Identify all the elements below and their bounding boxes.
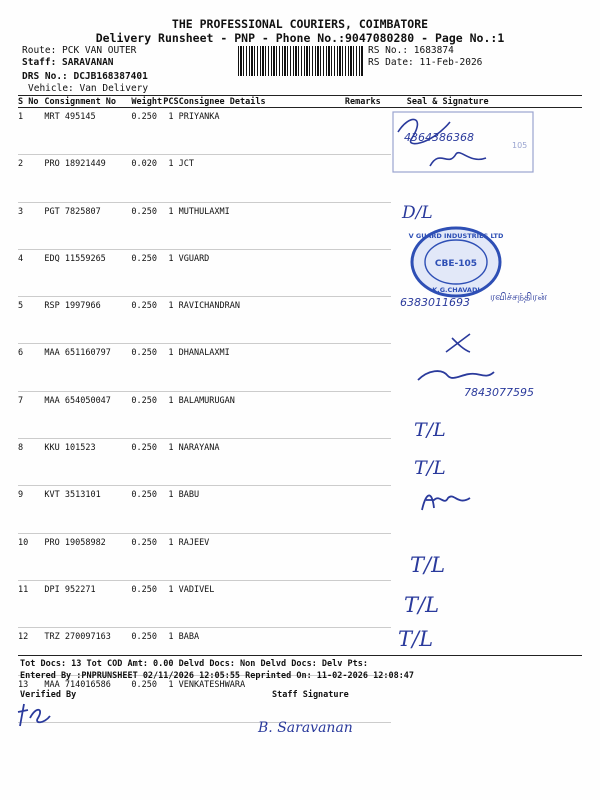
- runsheet-title: Delivery Runsheet - PNP - Phone No.:9047080280 - Page No.:1: [95, 31, 505, 45]
- cell-pcs: 1: [163, 202, 178, 249]
- cell-weight: 0.250: [131, 108, 163, 155]
- cell-pcs: 1: [163, 344, 178, 391]
- cell-consignment: KKU 101523: [44, 439, 131, 486]
- cell-consignee: DHANALAXMI: [179, 344, 331, 391]
- cell-consignment: DPI 952271: [44, 580, 131, 627]
- row1-phone-text: 4364386368: [404, 131, 474, 144]
- cell-consignee: JCT: [179, 155, 331, 202]
- row5-handwriting: [398, 288, 578, 318]
- cell-sno: 5: [18, 297, 44, 344]
- cell-consignee: RAJEEV: [179, 533, 331, 580]
- row1-stamp-signature: [390, 108, 540, 178]
- cell-seal-signature: [391, 675, 582, 722]
- cell-weight: 0.250: [131, 297, 163, 344]
- cell-remarks: [330, 533, 391, 580]
- table-row: [18, 533, 582, 580]
- table-row: [18, 439, 582, 486]
- cell-pcs: 1: [163, 628, 178, 675]
- cell-pcs: 1: [163, 580, 178, 627]
- cell-remarks: [330, 439, 391, 486]
- col-consignee: Consignee Details: [178, 97, 266, 107]
- cell-weight: 0.250: [131, 628, 163, 675]
- row11-tl-mark: [408, 546, 458, 580]
- cell-weight: 0.250: [131, 344, 163, 391]
- svg-text:ரவிச்சந்திரன்: ரவிச்சந்திரன்: [490, 292, 548, 303]
- table-row: [18, 486, 582, 533]
- cell-weight: 0.250: [131, 439, 163, 486]
- cell-consignment: MAA 714016586: [44, 675, 131, 722]
- svg-text:D/L: D/L: [402, 203, 433, 223]
- row9-tl-mark: [412, 450, 462, 480]
- cell-remarks: [330, 580, 391, 627]
- cell-pcs: 1: [163, 439, 178, 486]
- cell-pcs: 1: [163, 155, 178, 202]
- row6-scribble: [440, 330, 480, 356]
- totals-line: Tot Docs: 13 Tot COD Amt: 0.00 Delvd Docs: Non Delvd Docs: Delv Pts:: [20, 659, 368, 669]
- cell-remarks: [330, 486, 391, 533]
- cell-consignment: EDQ 11559265: [44, 249, 131, 296]
- staff-signature-label: Staff Signature: [272, 690, 349, 700]
- col-sno: S No: [18, 97, 39, 107]
- cell-pcs: 1: [163, 533, 178, 580]
- cell-pcs: 1: [163, 108, 178, 155]
- cell-pcs: 1: [163, 249, 178, 296]
- cell-consignee: NARAYANA: [179, 439, 331, 486]
- cell-sno: 13: [18, 675, 44, 722]
- row1-stamp-number: 105: [512, 141, 528, 150]
- cell-pcs: 1: [163, 675, 178, 722]
- cell-sno: 10: [18, 533, 44, 580]
- cell-weight: 0.250: [131, 202, 163, 249]
- table-header-row: [18, 97, 582, 108]
- cell-consignee: VENKATESHWARA: [179, 675, 331, 722]
- cell-sno: 1: [18, 108, 44, 155]
- cell-consignee: MUTHULAXMI: [179, 202, 331, 249]
- cell-weight: 0.250: [131, 486, 163, 533]
- cell-remarks: [330, 202, 391, 249]
- cell-weight: 0.250: [131, 249, 163, 296]
- row3-dl-mark: [400, 196, 460, 226]
- cell-weight: 0.250: [131, 533, 163, 580]
- svg-text:T/L: T/L: [398, 627, 434, 651]
- header-top-rule: [18, 95, 582, 96]
- cell-remarks: [330, 344, 391, 391]
- cell-remarks: [330, 249, 391, 296]
- cell-consignee: RAVICHANDRAN: [179, 297, 331, 344]
- cell-consignee: BABU: [179, 486, 331, 533]
- cell-sno: 7: [18, 391, 44, 438]
- svg-text:T/L: T/L: [404, 593, 440, 617]
- cell-consignment: KVT 3513101: [44, 486, 131, 533]
- staff: Staff: SARAVANAN: [22, 57, 114, 68]
- cell-consignment: MRT 495145: [44, 108, 131, 155]
- cell-sno: 3: [18, 202, 44, 249]
- row12-tl-mark: [402, 586, 452, 620]
- svg-text:CBE-105: CBE-105: [434, 259, 478, 269]
- cell-consignment: PGT 7825807: [44, 202, 131, 249]
- row13-tl-mark: [396, 620, 446, 654]
- col-remarks: Remarks: [344, 97, 381, 107]
- barcode: [238, 46, 364, 76]
- svg-text:T/L: T/L: [414, 457, 446, 479]
- cell-consignment: RSP 1997966: [44, 297, 131, 344]
- staff-signature: [256, 710, 386, 740]
- cell-sno: 11: [18, 580, 44, 627]
- cell-consignee: VADIVEL: [179, 580, 331, 627]
- row10-signature: [418, 486, 478, 516]
- cell-weight: 0.250: [131, 580, 163, 627]
- cell-consignment: PRO 19058982: [44, 533, 131, 580]
- cell-consignment: TRZ 270097163: [44, 628, 131, 675]
- cell-sno: 6: [18, 344, 44, 391]
- route: Route: PCK VAN OUTER: [22, 45, 137, 56]
- row7-signature: [402, 360, 572, 404]
- rs-date: RS Date: 11-Feb-2026: [368, 57, 483, 68]
- cell-consignee: BABA: [179, 628, 331, 675]
- svg-text:T/L: T/L: [414, 419, 446, 441]
- cell-weight: 0.250: [131, 391, 163, 438]
- cell-sno: 2: [18, 155, 44, 202]
- verified-by-signature: [14, 700, 54, 730]
- cell-pcs: 1: [163, 391, 178, 438]
- cell-sno: 9: [18, 486, 44, 533]
- table-row: [18, 580, 582, 627]
- cell-consignment: PRO 18921449: [44, 155, 131, 202]
- cell-consignee: VGUARD: [179, 249, 331, 296]
- cell-weight: 0.250: [131, 675, 163, 722]
- svg-text:6383011693: 6383011693: [400, 296, 470, 309]
- svg-text:7843077595: 7843077595: [464, 386, 534, 399]
- svg-text:K.G.CHAVADI: K.G.CHAVADI: [432, 286, 480, 294]
- verified-by-label: Verified By: [20, 690, 77, 700]
- cell-pcs: 1: [163, 486, 178, 533]
- drs-number: DRS No.: DCJB168387401: [22, 71, 148, 82]
- entered-by-line: Entered By :PNPRUNSHEET 02/11/2026 12:05:55 Reprinted On: 11-02-2026 12:08:47: [20, 671, 415, 681]
- cell-remarks: [330, 155, 391, 202]
- company-name: THE PROFESSIONAL COURIERS, COIMBATORE: [171, 17, 429, 31]
- svg-text:T/L: T/L: [410, 553, 446, 577]
- cell-weight: 0.020: [131, 155, 163, 202]
- cell-remarks: [330, 108, 391, 155]
- col-seal: Seal & Signature: [406, 97, 489, 107]
- cell-sno: 4: [18, 249, 44, 296]
- rs-number: RS No.: 1683874: [368, 45, 454, 56]
- cell-consignee: BALAMURUGAN: [179, 391, 331, 438]
- cell-sno: 12: [18, 628, 44, 675]
- cell-remarks: [330, 297, 391, 344]
- cell-pcs: 1: [163, 297, 178, 344]
- vehicle: Vehicle: Van Delivery: [28, 83, 149, 94]
- row8-tl-mark: [412, 412, 462, 442]
- svg-text:B. Saravanan: B. Saravanan: [258, 720, 353, 736]
- col-weight: Weight: [131, 97, 163, 107]
- footer-rule: [18, 655, 582, 656]
- runsheet-table: [18, 97, 582, 723]
- cell-consignee: PRIYANKA: [179, 108, 331, 155]
- col-consignment: Consignment No: [44, 97, 117, 107]
- cell-consignment: MAA 651160797: [44, 344, 131, 391]
- col-pcs: PCS: [163, 97, 179, 107]
- cell-consignment: MAA 654050047: [44, 391, 131, 438]
- cell-sno: 8: [18, 439, 44, 486]
- cell-remarks: [330, 391, 391, 438]
- svg-text:V GUARD INDUSTRIES LTD: V GUARD INDUSTRIES LTD: [408, 232, 504, 240]
- table-body: [18, 108, 582, 722]
